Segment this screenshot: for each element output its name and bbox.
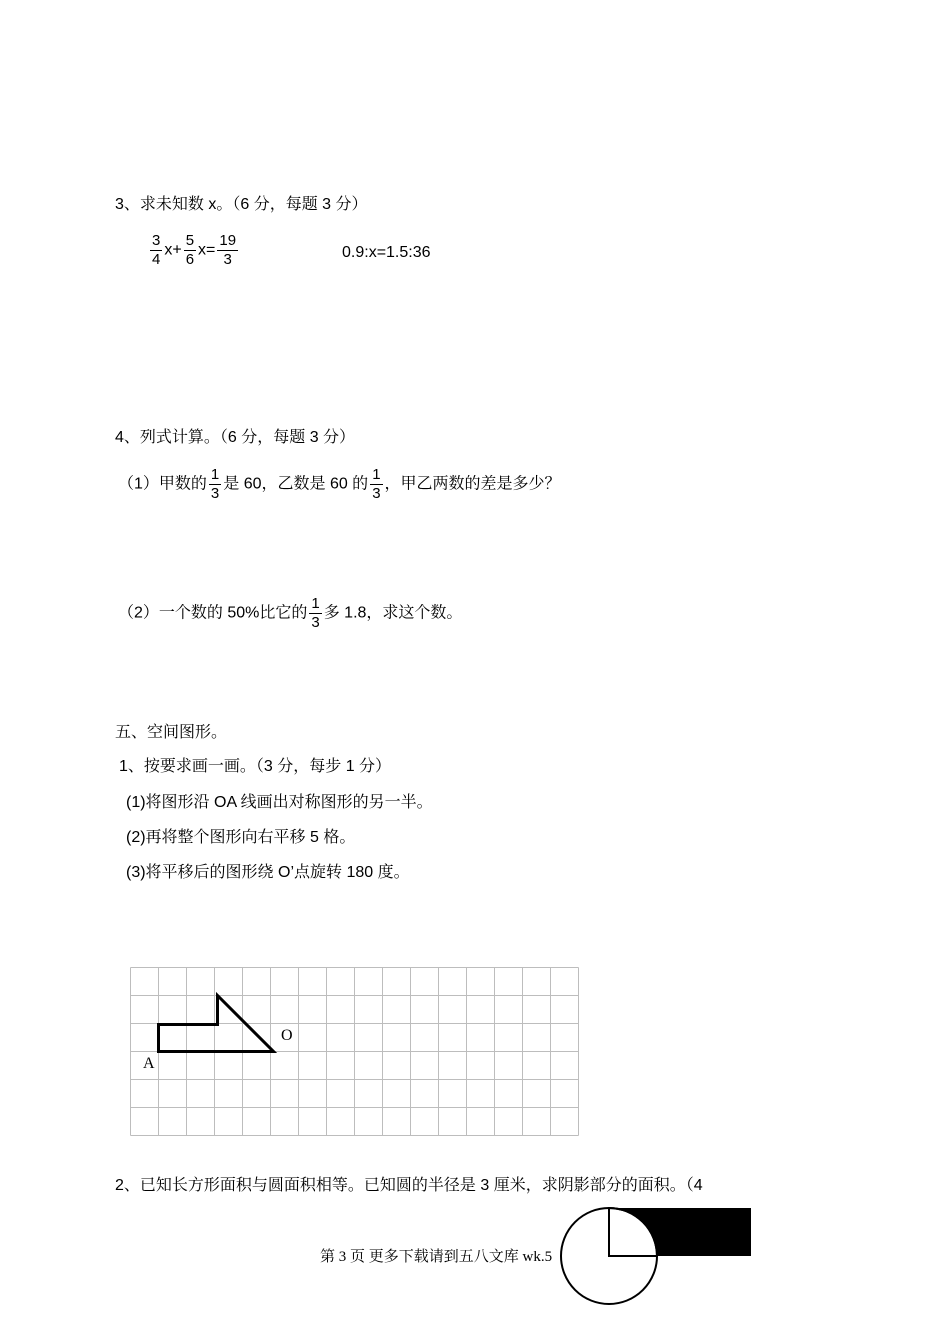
fraction-denominator: 3 <box>210 485 220 502</box>
section-5-title: 五、空间图形。 <box>115 724 228 741</box>
s5-q1-step-3: (3)将平移后的图形绕 O’点旋转 180 度。 <box>126 864 410 881</box>
q4-problem-1 <box>118 466 561 503</box>
fraction <box>370 466 382 503</box>
problem-text: （1）甲数的 <box>118 475 207 493</box>
fraction-numerator: 19 <box>219 232 237 249</box>
fraction-denominator: 3 <box>223 251 232 268</box>
problem-text: ，甲乙两数的差是多少？ <box>384 475 561 493</box>
q4-problem-2 <box>118 595 462 632</box>
equation-term: x+ <box>164 241 182 259</box>
point-a-label: A <box>143 1055 155 1072</box>
circle-rectangle-figure <box>560 1205 760 1315</box>
point-o-label: O <box>281 1027 293 1044</box>
q3-equation-1 <box>148 232 240 269</box>
s5-q1-step-1: (1)将图形沿 OA 线画出对称图形的另一半。 <box>126 794 433 811</box>
fraction <box>184 232 196 269</box>
problem-text: 是 60，乙数是 60 的 <box>223 475 369 493</box>
fraction <box>217 232 238 269</box>
fraction <box>150 232 162 269</box>
s5-q2-title: 2、已知长方形面积与圆面积相等。已知圆的半径是 3 厘米，求阴影部分的面积。（4 <box>115 1177 703 1194</box>
fraction-numerator: 5 <box>185 232 195 249</box>
page-footer: 第 3 页 更多下载请到五八文库 wk.5 <box>320 1249 553 1265</box>
figure-svg <box>560 1205 760 1310</box>
q3-equation-2: 0.9:x=1.5:36 <box>342 244 431 261</box>
fraction-numerator: 1 <box>210 466 220 483</box>
fraction-denominator: 3 <box>311 614 320 631</box>
fraction-numerator: 3 <box>152 232 161 249</box>
fraction <box>309 595 321 632</box>
problem-text: 多 1.8，求这个数。 <box>323 604 463 622</box>
fraction <box>209 466 221 503</box>
fraction-numerator: 1 <box>311 595 320 612</box>
fraction-numerator: 1 <box>372 466 381 483</box>
s5-q1-title: 1、按要求画一画。（3 分，每步 1 分） <box>119 758 392 775</box>
equation-term: x= <box>198 241 216 259</box>
s5-q1-step-2: (2)再将整个图形向右平移 5 格。 <box>126 829 356 846</box>
q4-title: 4、列式计算。（6 分，每题 3 分） <box>115 429 356 446</box>
fraction-denominator: 4 <box>152 251 161 268</box>
fraction-denominator: 6 <box>185 251 195 268</box>
q3-title: 3、求未知数 x。（6 分，每题 3 分） <box>115 196 368 213</box>
problem-text: （2）一个数的 50%比它的 <box>118 604 308 622</box>
fraction-denominator: 3 <box>372 485 381 502</box>
grid-svg <box>130 967 582 1137</box>
drawing-grid <box>130 967 582 1142</box>
